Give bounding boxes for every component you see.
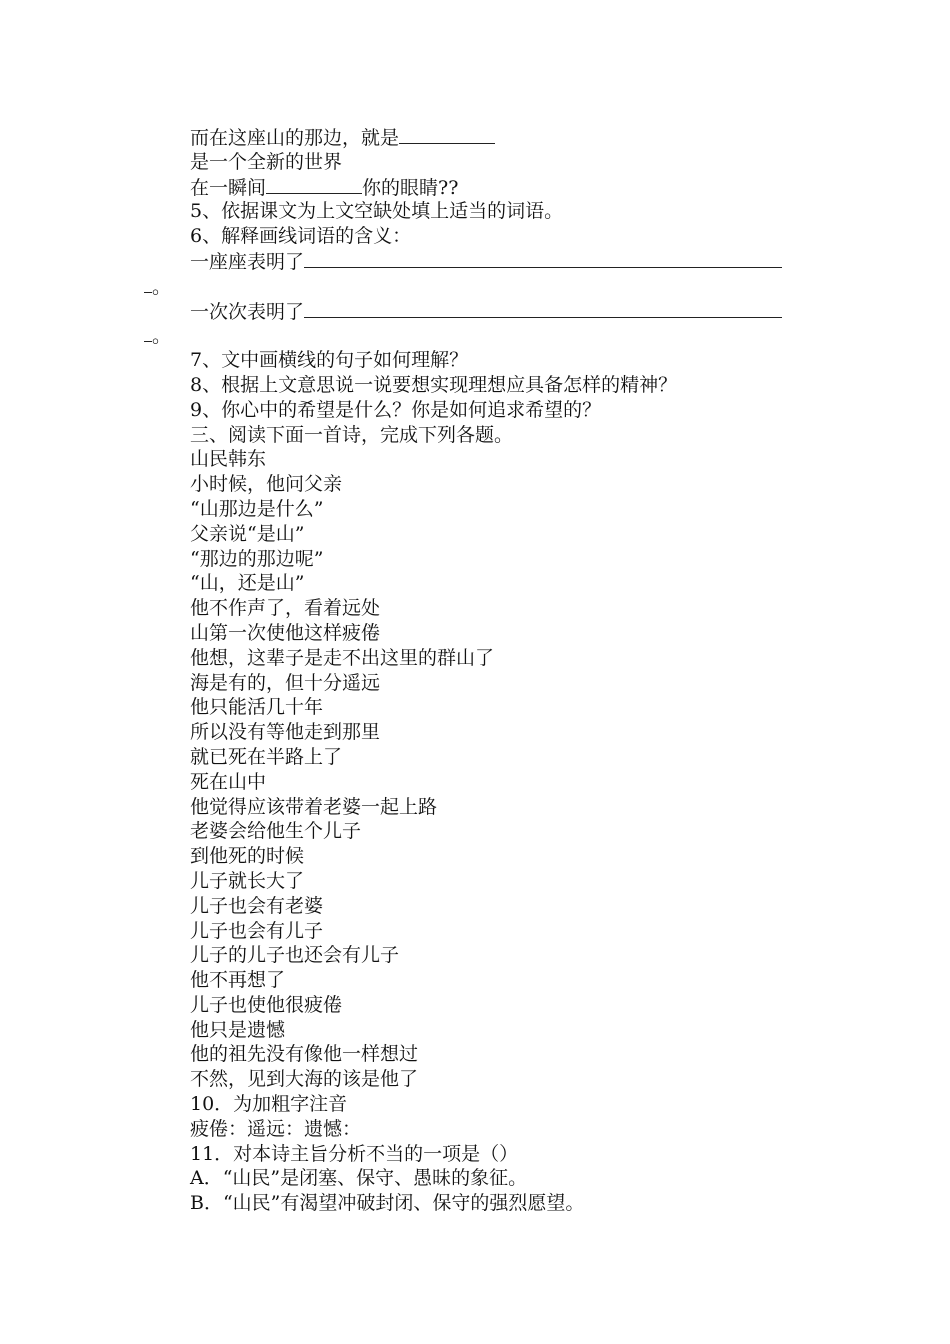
question-6-item-b <box>144 299 814 324</box>
question-6-item-a <box>144 249 814 274</box>
question-10-items <box>144 1117 814 1142</box>
line-text: 。 <box>152 275 172 298</box>
poem-line-text: 小时候，他问父亲 <box>190 473 343 496</box>
poem-line <box>144 993 814 1018</box>
poem-line <box>144 472 814 497</box>
question-text: 6、解释画线词语的含义： <box>190 225 412 248</box>
poem-line <box>144 695 814 720</box>
poem-line-text: 他觉得应该带着老婆一起上路 <box>190 795 438 818</box>
poem-title <box>144 447 814 472</box>
line-text: 在一瞬间 <box>190 176 267 199</box>
poem-line-text: “那边的那边呢” <box>190 547 324 570</box>
poem-line <box>144 621 814 646</box>
poem-line <box>144 894 814 919</box>
item-text: 一座座表明了 <box>190 250 305 273</box>
question-10 <box>144 1092 814 1117</box>
poem-line <box>144 968 814 993</box>
option-text: A．“山民”是闭塞、保守、愚昧的象征。 <box>190 1167 528 1190</box>
question-text: 9、你心中的希望是什么？你是如何追求希望的？ <box>190 398 602 421</box>
text-line <box>144 150 814 175</box>
poem-line-text: 海是有的，但十分遥远 <box>190 671 381 694</box>
heading-text: 三、阅读下面一首诗，完成下列各题。 <box>190 423 514 446</box>
answer-blank-tail <box>144 274 152 293</box>
poem-line <box>144 720 814 745</box>
poem-line-text: 不然，见到大海的该是他了 <box>190 1068 419 1091</box>
poem-line-text: 儿子就长大了 <box>190 869 305 892</box>
question-text: 10．为加粗字注音 <box>190 1093 348 1116</box>
question-11-option-b <box>144 1191 814 1216</box>
poem-line-text: “山那边是什么” <box>190 497 324 520</box>
document-body <box>144 125 814 1216</box>
question-text: 11．对本诗主旨分析不当的一项是（） <box>190 1142 519 1165</box>
line-text: 。 <box>152 325 172 348</box>
poem-line <box>144 646 814 671</box>
poem-title-text: 山民韩东 <box>190 448 267 471</box>
poem-line-text: 所以没有等他走到那里 <box>190 721 381 744</box>
question-11-option-a <box>144 1166 814 1191</box>
poem-line-text: 儿子也使他很疲倦 <box>190 993 343 1016</box>
poem-line <box>144 596 814 621</box>
poem-line-text: 他不再想了 <box>190 969 286 992</box>
poem-line <box>144 844 814 869</box>
answer-line-end <box>144 274 814 299</box>
poem-line-text: 老婆会给他生个儿子 <box>190 820 362 843</box>
text-line <box>144 125 814 150</box>
poem-line-text: 到他死的时候 <box>190 845 305 868</box>
fill-blank[interactable] <box>266 175 362 194</box>
poem-line-text: “山，还是山” <box>190 572 305 595</box>
poem-line <box>144 522 814 547</box>
poem-line-text: 他只是遗憾 <box>190 1018 286 1041</box>
poem-line <box>144 795 814 820</box>
item-text: 疲倦：遥远：遗憾： <box>190 1117 362 1140</box>
answer-blank[interactable] <box>304 299 782 318</box>
question-11 <box>144 1142 814 1167</box>
poem-line <box>144 919 814 944</box>
fill-blank[interactable] <box>399 125 495 144</box>
poem-line <box>144 819 814 844</box>
poem-line-text: 父亲说“是山” <box>190 522 305 545</box>
poem-line-text: 就已死在半路上了 <box>190 745 343 768</box>
line-text: 你的眼睛?? <box>362 176 459 199</box>
poem-line-text: 他想，这辈子是走不出这里的群山了 <box>190 646 495 669</box>
poem-line-text: 儿子也会有老婆 <box>190 894 324 917</box>
question-6 <box>144 224 814 249</box>
poem-body <box>144 472 814 1092</box>
question-5 <box>144 199 814 224</box>
poem-line-text: 儿子的儿子也还会有儿子 <box>190 944 400 967</box>
question-9 <box>144 398 814 423</box>
line-text: 而在这座山的那边，就是 <box>190 127 400 149</box>
poem-line <box>144 1042 814 1067</box>
answer-line-end <box>144 323 814 348</box>
poem-line <box>144 943 814 968</box>
question-text: 8、根据上文意思说一说要想实现理想应具备怎样的精神？ <box>190 373 678 396</box>
answer-blank-tail <box>144 323 152 342</box>
poem-line <box>144 770 814 795</box>
poem-line <box>144 671 814 696</box>
question-7 <box>144 348 814 373</box>
poem-line-text: 他不作声了，看着远处 <box>190 597 381 620</box>
item-text: 一次次表明了 <box>190 300 305 323</box>
question-text: 7、文中画横线的句子如何理解？ <box>190 349 469 372</box>
poem-line <box>144 497 814 522</box>
option-text: B．“山民”有渴望冲破封闭、保守的强烈愿望。 <box>190 1192 585 1215</box>
text-line <box>144 175 814 200</box>
question-8 <box>144 373 814 398</box>
poem-line <box>144 547 814 572</box>
line-text: 是一个全新的世界 <box>190 150 343 173</box>
section-heading <box>144 423 814 448</box>
answer-blank[interactable] <box>304 249 782 268</box>
poem-line <box>144 1067 814 1092</box>
poem-line-text: 儿子也会有儿子 <box>190 919 324 942</box>
poem-line <box>144 869 814 894</box>
poem-line <box>144 571 814 596</box>
poem-line-text: 他的祖先没有像他一样想过 <box>190 1043 419 1066</box>
poem-line-text: 他只能活几十年 <box>190 696 324 719</box>
question-text: 5、依据课文为上文空缺处填上适当的词语。 <box>190 200 564 223</box>
poem-line <box>144 1018 814 1043</box>
poem-line-text: 死在山中 <box>190 770 267 793</box>
poem-line <box>144 745 814 770</box>
poem-line-text: 山第一次使他这样疲倦 <box>190 621 381 644</box>
